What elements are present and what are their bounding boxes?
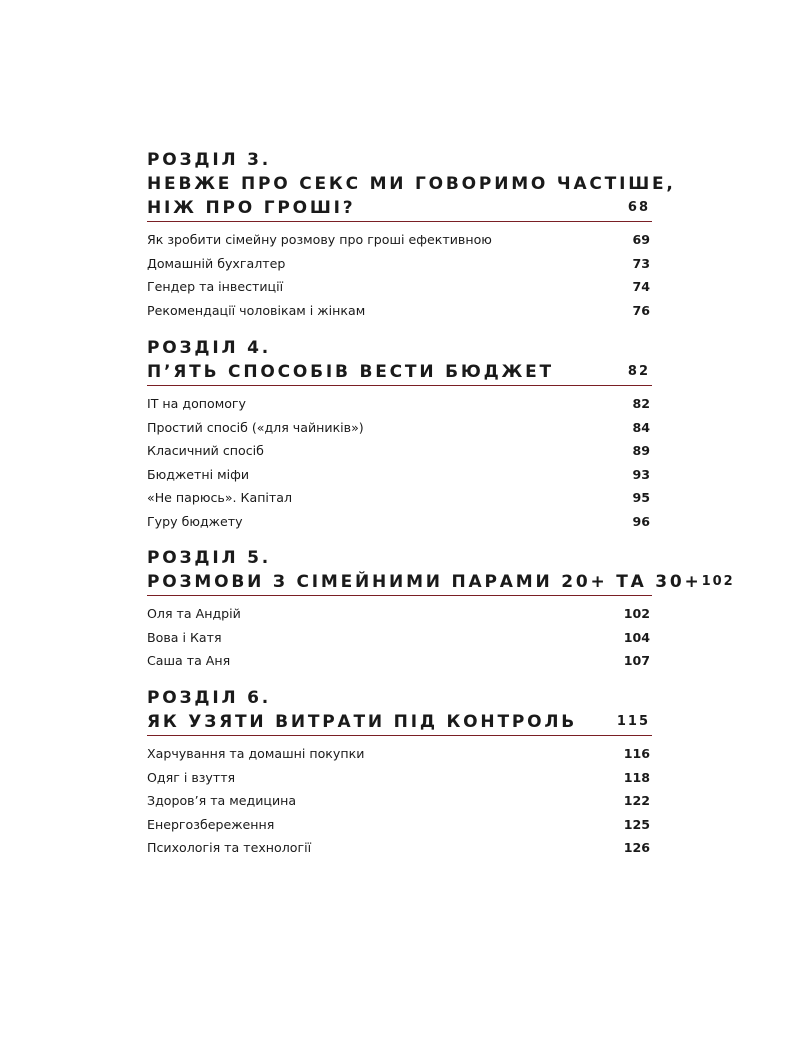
section-entry[interactable] — [147, 742, 652, 766]
section-page: 96 — [632, 513, 650, 529]
section-title: Психологія та технології — [147, 840, 312, 855]
section-page: 125 — [623, 816, 650, 832]
section-page: 76 — [632, 302, 650, 318]
section-page: 73 — [632, 255, 650, 271]
section-entry[interactable] — [147, 463, 652, 487]
chapter-label: РОЗДІЛ 6. — [147, 688, 271, 708]
section-title: Рекомендації чоловікам і жінкам — [147, 302, 366, 318]
chapter-page: 82 — [627, 364, 650, 379]
chapter-label: РОЗДІЛ 5. — [147, 548, 271, 568]
section-entry[interactable] — [147, 626, 652, 650]
chapter-page: 115 — [616, 714, 650, 729]
section-entry[interactable] — [147, 649, 652, 673]
section-title: Вова і Катя — [147, 629, 222, 645]
section-page: 107 — [623, 653, 650, 668]
chapter-page: 102 — [701, 574, 735, 589]
chapter-title: ЯК УЗЯТИ ВИТРАТИ ПІД КОНТРОЛЬ — [147, 712, 578, 732]
section-list — [147, 742, 652, 860]
section-title: «Не парюсь». Капітал — [147, 490, 293, 505]
section-entry[interactable] — [147, 299, 652, 323]
section-title: Домашній бухгалтер — [147, 255, 286, 271]
section-page: 84 — [632, 419, 650, 435]
section-page: 118 — [623, 769, 650, 785]
chapter-page: 68 — [627, 200, 650, 215]
section-title: Класичний спосіб — [147, 443, 264, 458]
section-page: 82 — [632, 396, 650, 411]
section-page: 74 — [632, 279, 650, 294]
section-list — [147, 228, 652, 322]
section-entry[interactable] — [147, 252, 652, 276]
chapter-title: П’ЯТЬ СПОСОБІВ ВЕСТИ БЮДЖЕТ — [147, 362, 554, 382]
section-title: Саша та Аня — [147, 653, 231, 668]
section-list — [147, 602, 652, 673]
section-entry[interactable] — [147, 439, 652, 463]
chapter-heading-row — [147, 360, 652, 386]
section-title: Одяг і взуття — [147, 769, 236, 785]
section-entry[interactable] — [147, 602, 652, 626]
section-entry[interactable] — [147, 392, 652, 416]
chapter-heading-row — [147, 196, 652, 222]
chapter-label: РОЗДІЛ 4. — [147, 338, 271, 358]
section-title: Простий спосіб («для чайників») — [147, 419, 364, 435]
section-title: IT на допомогу — [147, 396, 246, 411]
section-page: 93 — [632, 466, 650, 482]
chapter-title-line: НЕВЖЕ ПРО СЕКС МИ ГОВОРИМО ЧАСТІШЕ, — [147, 174, 676, 194]
chapter-label: РОЗДІЛ 3. — [147, 150, 271, 170]
section-page: 102 — [623, 606, 650, 621]
section-page: 116 — [623, 746, 650, 761]
section-page: 126 — [623, 840, 650, 855]
section-title: Здоров’я та медицина — [147, 793, 297, 808]
section-page: 104 — [623, 629, 650, 645]
section-title: Харчування та домашні покупки — [147, 746, 365, 761]
section-title: Енергозбереження — [147, 816, 275, 832]
section-page: 95 — [632, 490, 650, 505]
chapter-title: НІЖ ПРО ГРОШІ? — [147, 198, 356, 218]
section-title: Оля та Андрій — [147, 606, 241, 621]
section-title: Як зробити сімейну розмову про гроші ефективною — [147, 232, 492, 247]
section-page: 89 — [632, 443, 650, 458]
section-title: Гендер та інвестиції — [147, 279, 284, 294]
chapter-title: РОЗМОВИ З СІМЕЙНИМИ ПАРАМИ 20+ ТА 30+ — [147, 572, 702, 592]
section-entry[interactable] — [147, 416, 652, 440]
section-entry[interactable] — [147, 228, 652, 252]
chapter-5 — [147, 546, 735, 673]
chapter-4 — [147, 336, 652, 533]
chapter-3 — [147, 148, 676, 322]
section-list — [147, 392, 652, 533]
section-entry[interactable] — [147, 789, 652, 813]
section-title: Гуру бюджету — [147, 513, 243, 529]
section-title: Бюджетні міфи — [147, 466, 250, 482]
section-entry[interactable] — [147, 510, 652, 534]
chapter-heading-row — [147, 570, 735, 596]
chapter-heading-row — [147, 710, 652, 736]
chapter-6 — [147, 686, 652, 860]
section-entry[interactable] — [147, 766, 652, 790]
section-page: 122 — [623, 793, 650, 808]
section-entry[interactable] — [147, 836, 652, 860]
section-entry[interactable] — [147, 813, 652, 837]
section-page: 69 — [632, 232, 650, 247]
section-entry[interactable] — [147, 275, 652, 299]
section-entry[interactable] — [147, 486, 652, 510]
